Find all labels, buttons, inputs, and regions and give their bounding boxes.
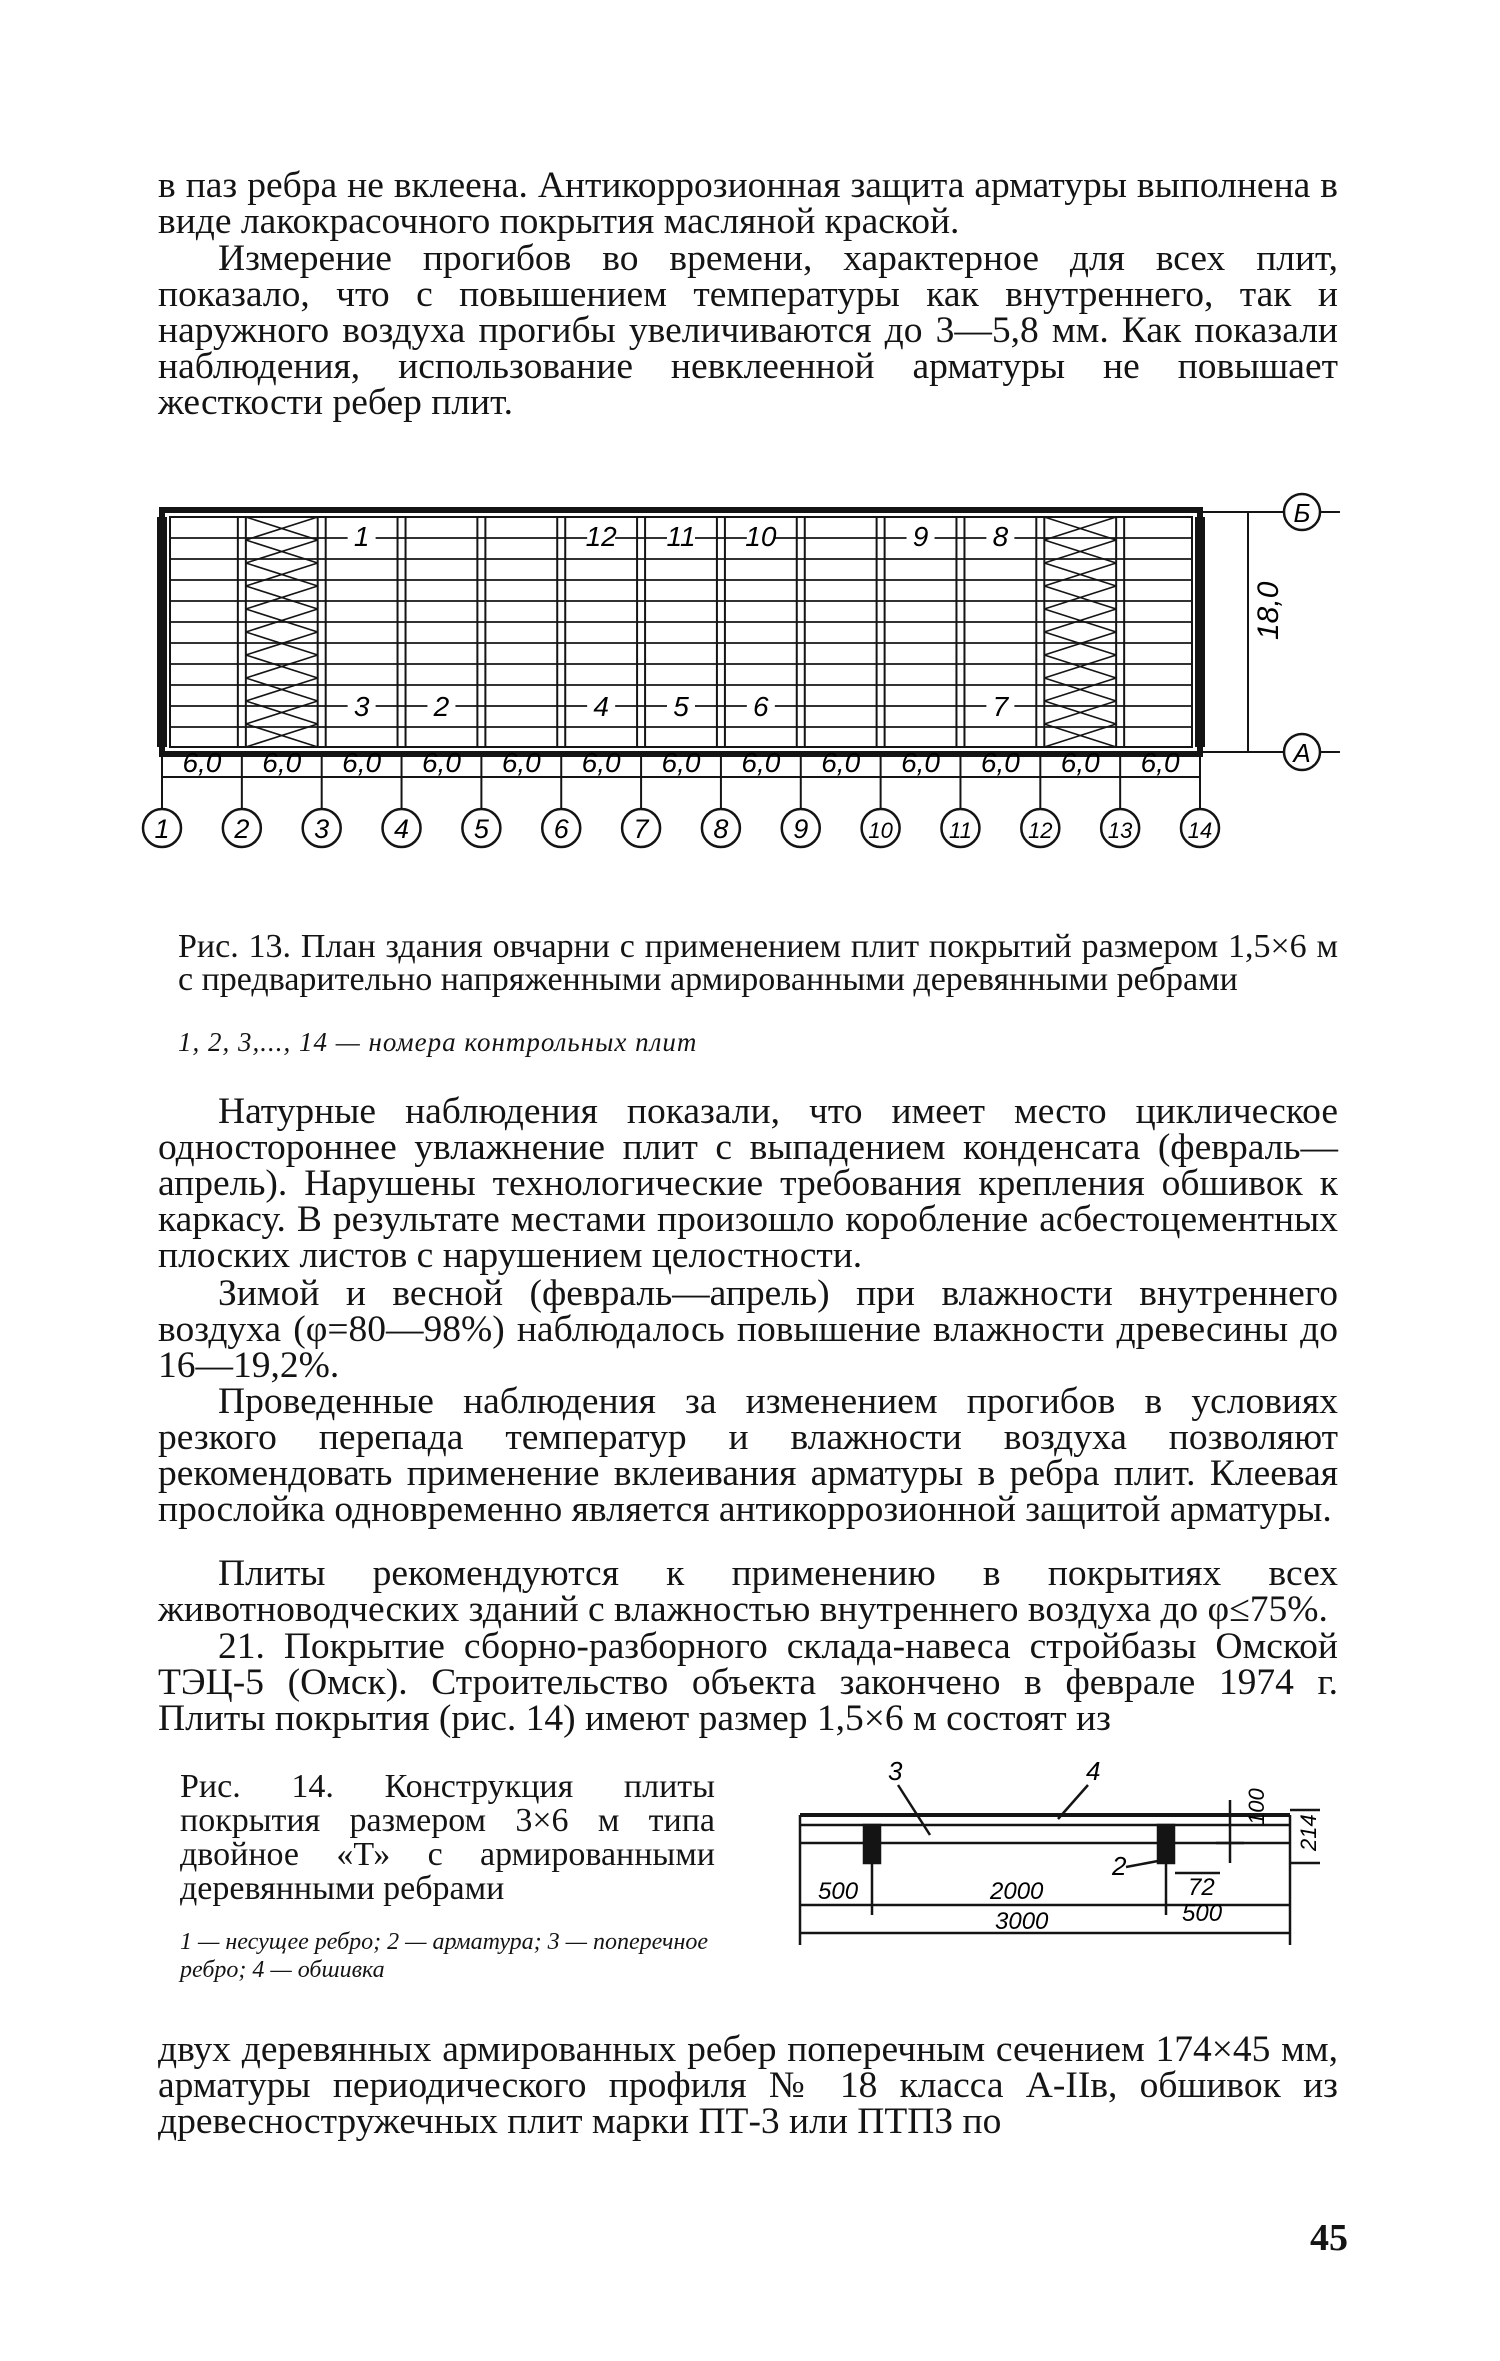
plate-number: 2 bbox=[433, 691, 450, 722]
axis-number: 9 bbox=[793, 814, 809, 844]
span-label: 6,0 bbox=[741, 747, 781, 778]
figure-13-legend: 1, 2, 3,..., 14 — номера контрольных плит bbox=[178, 1027, 698, 1057]
axis-number: 3 bbox=[314, 814, 330, 844]
load-bearing-rib-left bbox=[864, 1825, 880, 1863]
plate-number: 4 bbox=[593, 691, 609, 722]
load-bearing-rib-right bbox=[1158, 1825, 1174, 1863]
axis-number: 7 bbox=[633, 814, 649, 844]
paragraph-3: Натурные наблюдения показали, что имеет место циклическое одностороннее увлажнение плит с выпадением конденсата (февраль—апрель). Нарушены технологические требования крепления обшивок к каркасу. В результате местами произошло коробление асбестоцементных плоских листов с нарушением целостности. bbox=[158, 1091, 1338, 1276]
paragraph-4: Зимой и весной (февраль—апрель) при влажности внутреннего воздуха (φ=80—98%) наблюдалось повышение влажности древесины до 16—19,2%. bbox=[158, 1273, 1338, 1386]
axis-number: 2 bbox=[234, 814, 250, 844]
span-label: 6,0 bbox=[421, 747, 461, 778]
dim-500-left: 500 bbox=[818, 1878, 859, 1905]
page-number: 45 bbox=[1310, 2217, 1348, 2259]
axis-number: 5 bbox=[473, 814, 489, 844]
axis-number: 6 bbox=[553, 814, 569, 844]
span-label: 6,0 bbox=[501, 747, 541, 778]
span-label: 6,0 bbox=[1060, 747, 1100, 778]
span-label: 6,0 bbox=[980, 747, 1020, 778]
dim-72: 72 bbox=[1188, 1874, 1215, 1901]
plate-number: 7 bbox=[992, 691, 1009, 722]
callout-3: 3 bbox=[888, 1756, 903, 1786]
axis-number: 11 bbox=[949, 818, 972, 843]
paragraph-5: Проведенные наблюдения за изменением прогибов в условиях резкого перепада температур и влажности воздуха позволяют рекомендовать применение вклеивания арматуры в ребра плит. Клеевая прослойка одновременно является антикоррозионной защитой арматуры. bbox=[158, 1381, 1338, 1530]
plate-number: 3 bbox=[353, 691, 370, 722]
figure-13-caption: Рис. 13. План здания овчарни с применением плит покрытий размером 1,5×6 м с предварительно напряженными армированными деревянными ребрами bbox=[178, 928, 1338, 998]
figure-14-legend: 1 — несущее ребро; 2 — арматура; 3 — поперечное ребро; 4 — обшивка bbox=[180, 1929, 708, 1983]
paragraph-2: Измерение прогибов во времени, характерное для всех плит, показало, что с повышением температуры как внутреннего, так и наружного воздуха прогибы увеличиваются до 3—5,8 мм. Как показали наблюдения, использование невклеенной арматуры не повышает жесткости ребер плит. bbox=[158, 238, 1338, 423]
span-label: 6,0 bbox=[661, 747, 701, 778]
span-label: 6,0 bbox=[581, 747, 621, 778]
figure-13-building-plan bbox=[140, 490, 1340, 890]
axis-number: 13 bbox=[1107, 818, 1133, 843]
dim-500-right: 500 bbox=[1182, 1900, 1223, 1927]
figure-14-plate-section bbox=[790, 1755, 1340, 1985]
dim-2000: 2000 bbox=[990, 1878, 1044, 1905]
plate-number: 6 bbox=[753, 691, 769, 722]
dim-3000: 3000 bbox=[995, 1908, 1049, 1935]
paragraph-6: Плиты рекомендуются к применению в покрытиях всех животноводческих зданий с влажностью внутреннего воздуха до φ≤75%. bbox=[158, 1553, 1338, 1630]
paragraph-1: в паз ребра не вклеена. Антикоррозионная защита арматуры выполнена в виде лакокрасочного покрытия масляной краской. bbox=[158, 165, 1338, 242]
axis-number: 10 bbox=[868, 818, 893, 843]
plate-number: 10 bbox=[745, 521, 777, 552]
plate-number: 9 bbox=[912, 521, 929, 552]
plate-number: 12 bbox=[585, 521, 617, 552]
row-label-a: А bbox=[1293, 738, 1311, 768]
axis-number: 8 bbox=[713, 814, 729, 844]
axis-number: 12 bbox=[1028, 818, 1053, 843]
axis-number: 14 bbox=[1187, 818, 1213, 843]
paragraph-8: двух деревянных армированных ребер поперечным сечением 174×45 мм, арматуры периодического профиля № 18 класса А-IIв, обшивок из древесностружечных плит марки ПТ-3 или ПТПЗ по bbox=[158, 2029, 1338, 2142]
height-dimension-label: 18,0 bbox=[1252, 581, 1285, 640]
axis-markers bbox=[143, 790, 1219, 847]
span-label: 6,0 bbox=[1140, 747, 1180, 778]
dim-100: 100 bbox=[1244, 1788, 1269, 1825]
span-label: 6,0 bbox=[262, 747, 302, 778]
plate-number: 5 bbox=[673, 691, 689, 722]
callout-2: 2 bbox=[1112, 1851, 1127, 1881]
callout-4: 4 bbox=[1086, 1756, 1101, 1786]
span-label: 6,0 bbox=[182, 747, 222, 778]
axis-number: 1 bbox=[154, 814, 170, 844]
span-label: 6,0 bbox=[342, 747, 382, 778]
dim-214: 214 bbox=[1296, 1814, 1321, 1851]
plate-number: 8 bbox=[992, 521, 1009, 552]
paragraph-7: 21. Покрытие сборно-разборного склада-навеса стройбазы Омской ТЭЦ-5 (Омск). Строительство объекта закончено в феврале 1974 г. Плиты покрытия (рис. 14) имеют размер 1,5×6 м состоят из bbox=[158, 1626, 1338, 1739]
row-label-b: Б bbox=[1293, 498, 1311, 528]
figure-14-caption: Рис. 14. Конструкция плиты покрытия размером 3×6 м типа двойное «Т» с армированными деревянными ребрами bbox=[180, 1768, 715, 1907]
span-label: 6,0 bbox=[821, 747, 861, 778]
axis-number: 4 bbox=[394, 814, 410, 844]
span-label: 6,0 bbox=[901, 747, 941, 778]
plate-number: 11 bbox=[666, 521, 696, 552]
plate-number: 1 bbox=[353, 521, 370, 552]
